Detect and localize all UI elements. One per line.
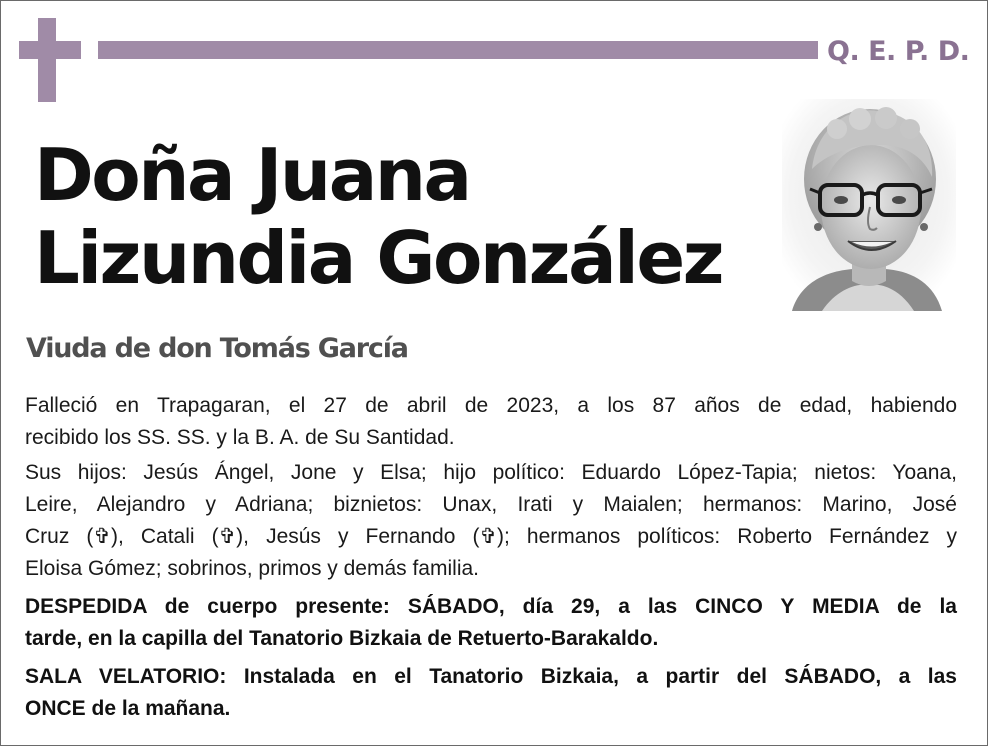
text-line: SALA VELATORIO: Instalada en el Tanatorio Bizkaia, a partir del SÁBADO, a las bbox=[25, 665, 957, 688]
text-line: DESPEDIDA de cuerpo presente: SÁBADO, día 29, a las CINCO Y MEDIA de la bbox=[25, 595, 957, 618]
wake-room-paragraph bbox=[25, 661, 957, 725]
text-line: ONCE de la mañana. bbox=[25, 697, 231, 720]
widow-subtitle: Viuda de don Tomás García bbox=[26, 333, 408, 364]
name-line-1: Doña Juana bbox=[34, 133, 470, 217]
header-rule bbox=[98, 41, 818, 59]
name-line-2: Lizundia González bbox=[34, 216, 723, 300]
farewell-paragraph bbox=[25, 591, 957, 655]
text-line: Cruz (✞), Catali (✞), Jesús y Fernando (✞); hermanos políticos: Roberto Fernández y bbox=[25, 525, 957, 548]
text-line: Falleció en Trapagaran, el 27 de abril de 2023, a los 87 años de edad, habiendo bbox=[25, 394, 957, 417]
text-line: Sus hijos: Jesús Ángel, Jone y Elsa; hijo político: Eduardo López-Tapia; nietos: Yoana, bbox=[25, 461, 957, 484]
text-line: Eloisa Gómez; sobrinos, primos y demás familia. bbox=[25, 557, 479, 580]
text-line: recibido los SS. SS. y la B. A. de Su Santidad. bbox=[25, 426, 455, 449]
text-line: tarde, en la capilla del Tanatorio Bizkaia de Retuerto-Barakaldo. bbox=[25, 627, 659, 650]
family-paragraph bbox=[25, 457, 957, 585]
qepd-label: Q. E. P. D. bbox=[827, 36, 970, 67]
portrait-photo bbox=[782, 99, 956, 311]
death-announcement-paragraph bbox=[25, 390, 957, 454]
text-line: Leire, Alejandro y Adriana; biznietos: Unax, Irati y Maialen; hermanos: Marino, José bbox=[25, 493, 957, 516]
